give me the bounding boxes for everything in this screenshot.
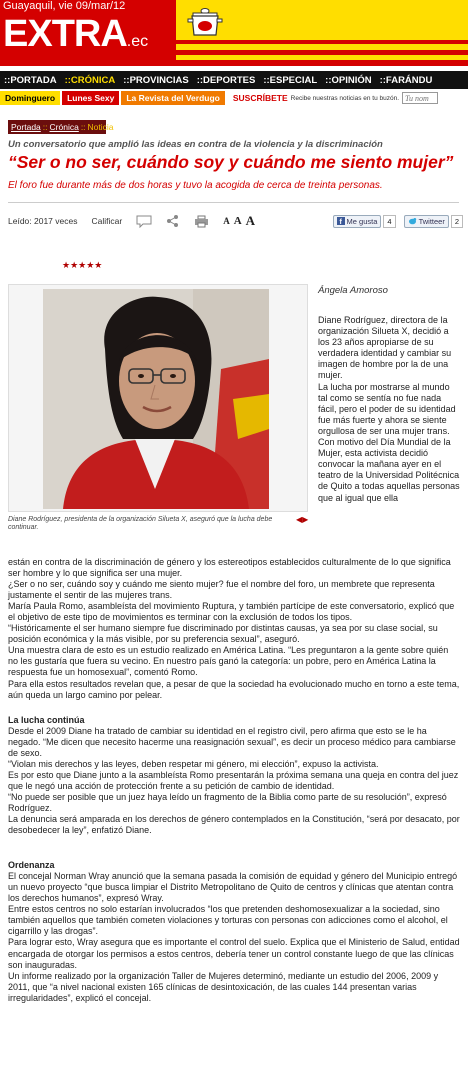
section-heading: Ordenanza (8, 860, 55, 871)
article-lead-column (318, 315, 460, 504)
body-paragraph: Para lograr esto, Wray asegura que es importante el control del suelo. Explica que el Ministerio de Salud, entidad encargada de otorgar los permisos a estos centros, debería tener un control constante luego de que las clínicas son inauguradas. (8, 937, 460, 970)
facebook-icon (337, 217, 345, 225)
facebook-like-button[interactable]: f Me gusta (333, 215, 382, 228)
pill-revista-verdugo[interactable]: La Revista del Verdugo (121, 91, 225, 105)
rate-label[interactable]: Calificar (91, 216, 123, 226)
nav-opinion[interactable]: ::OPINIÓN (325, 74, 372, 86)
nav-farandula[interactable]: ::FARÁNDU (379, 74, 433, 86)
author-name: Ángela Amoroso (318, 285, 388, 296)
article-title: “Ser o no ser, cuándo soy y cuándo me siento mujer” (8, 152, 454, 172)
subscribe-description: Recibe nuestras noticias en tu buzón. (290, 94, 400, 102)
subscribe-name-input[interactable] (402, 92, 438, 104)
body-paragraph: La denuncia será amparada en los derechos de género contemplados en la Constitución, “será por desacato, por desobedecer la ley”, enfatizó Diane. (8, 814, 460, 836)
breadcrumb (8, 120, 114, 134)
twitter-bird-icon (408, 217, 417, 225)
subscribe-label: SUSCRÍBETE (232, 93, 288, 103)
article-subtitle: El foro fue durante más de dos horas y tuvo la acogida de cerca de treinta personas. (8, 180, 383, 191)
divider (8, 202, 459, 203)
prev-arrow-icon[interactable]: ◀ (296, 515, 303, 524)
rating-stars[interactable]: ★★★★★ (62, 260, 103, 270)
breadcrumb-current: Noticia (87, 122, 114, 132)
breadcrumb-portada[interactable]: Portada (11, 122, 41, 132)
pill-dominguero[interactable]: Dominguero (0, 91, 60, 105)
body-paragraph: Es por esto que Diane junto a la asambleísta Romo presentarán la próxima semana una queja en contra del juez que le negó una acción de protección frente a su petición de cambio de identidad. (8, 769, 459, 791)
font-large-button[interactable]: A (245, 213, 256, 228)
share-icon[interactable] (166, 214, 180, 228)
section-heading: La lucha continúa (8, 714, 85, 725)
cooking-pot-icon (184, 3, 226, 39)
body-paragraph: Para ella estos resultados revelan que, a pesar de que la sociedad ha evolucionado mucho en torno a este tema, aún queda un largo camino por pelear. (8, 678, 460, 700)
breadcrumb-separator: :: (42, 122, 48, 132)
print-icon[interactable] (194, 215, 209, 228)
gallery-arrows (296, 515, 308, 524)
body-paragraph: Un informe realizado por la organización Taller de Mujeres determinó, mediante un estudio del 2006, 2009 y 2011, que “a nivel nacional existen 165 clínicas de desintoxicación, de las cuales 144 presentan varias irregularidades”, explicó el concejal. (8, 970, 439, 1003)
lead-paragraph: Con motivo del Día Mundial de la Mujer, esta activista decidió convocar la mañana ayer en el teatro de la Universidad Politécnica de Quito a todas aquellas personas que al igual que ella (318, 437, 460, 503)
font-medium-button[interactable]: A (233, 215, 242, 227)
body-paragraph: María Paula Romo, asambleísta del movimiento Ruptura, y también partícipe de este conversatorio, explicó que el objetivo de este tipo de movimientos es terminar con la exclusión de todos los tipos. (8, 601, 455, 623)
read-count: Leído: 2017 veces (8, 216, 78, 226)
lead-paragraph: La lucha por mostrarse al mundo tal como se sentía no fue nada fácil, pero el poder de su identidad fue más fuerte y ahora se siente orgullosa de ser una mujer trans. (318, 381, 456, 436)
body-paragraph: El concejal Norman Wray anunció que la semana pasada la comisión de equidad y género del Municipio entregó un nuevo proyecto “que busca limpiar el Distrito Metropolitano de Quito de centros y clínicas que atentan contra los derechos humanos”, expresó Wray. (8, 871, 458, 904)
svg-text:f: f (339, 219, 342, 225)
body-paragraph: “No puede ser posible que un juez haya leído un fragmento de la Biblia como parte de su resolución”, expresó Rodríguez. (8, 791, 447, 813)
article-kicker: Un conversatorio que amplió las ideas en contra de la violencia y la discriminación (8, 139, 383, 150)
article-toolbar (8, 212, 463, 230)
pill-lunes-sexy[interactable]: Lunes Sexy (62, 91, 119, 105)
body-paragraph: están en contra de la discriminación de género y los estereotipos establecidos culturalmente de lo que significa ser hombre y lo que significa ser una mujer. (8, 557, 451, 579)
header-date: Guayaquil, vie 09/mar/12 (3, 0, 126, 12)
body-paragraph: Entre estos centros no solo estarían involucrados “los que pretenden deshomosexualizar a la sociedad, sino también aquellos que también cometen violaciones y torturas con personas con adicciones como el alcohol, el cigarrillo y las drogas”. (8, 904, 448, 937)
tweet-count: 2 (451, 215, 463, 228)
body-paragraph: “Violan mis derechos y las leyes, deben respetar mi género, mi elección”, expuso la activista. (8, 758, 379, 769)
twitter-button[interactable]: Twitteer (404, 215, 449, 228)
breadcrumb-separator: :: (80, 122, 86, 132)
site-logo[interactable]: EXTRA.ec (3, 13, 149, 55)
sub-nav (0, 90, 468, 106)
comment-icon[interactable] (136, 215, 152, 228)
portrait-image (43, 289, 269, 509)
nav-especial[interactable]: ::ESPECIAL (263, 74, 318, 86)
site-header (0, 0, 468, 66)
body-paragraph: Desde el 2009 Diane ha tratado de cambiar su identidad en el registro civil, pero afirma que esto se le ha negado. “Me dicen que necesito hacerme una reasignación sexual”, es decir un proceso médico para cambiarse de sexo. (8, 725, 456, 758)
main-nav (0, 71, 468, 89)
nav-portada[interactable]: ::PORTADA (4, 74, 57, 86)
font-small-button[interactable]: A (223, 216, 230, 226)
like-count: 4 (383, 215, 395, 228)
body-paragraph: ¿Ser o no ser, cuándo soy y cuándo me siento mujer? fue el nombre del foro, un membrete que representa justamente el sentir de las mujeres trans. (8, 579, 435, 601)
photo-caption: Diane Rodríguez, presidenta de la organización Silueta X, aseguró que la lucha debe continuar. (8, 516, 273, 531)
lead-paragraph: Diane Rodríguez, directora de la organización Silueta X, decidió a los 23 años apropiarse de su verdadera identidad y cambiar su imagen de hombre por la de una mujer. (318, 315, 452, 381)
body-paragraph: Una muestra clara de esto es un estudio realizado en América Latina. “Les preguntaron a la gente sobre quién no les gustaría que fuera su vecino. En nuestro país ganó la categoría: un pobre, pero en América Latina la respuesta fue un homosexual”, comentó Romo. (8, 645, 449, 678)
next-arrow-icon[interactable]: ▶ (302, 515, 309, 524)
article-body (8, 557, 460, 1004)
nav-deportes[interactable]: ::DEPORTES (196, 74, 256, 86)
nav-provincias[interactable]: ::PROVINCIAS (123, 74, 189, 86)
nav-cronica[interactable]: ::CRÓNICA (64, 74, 116, 86)
article-photo (8, 284, 308, 512)
body-paragraph: “Históricamente el ser humano siempre fue discriminado por distintas causas, ya sea por su clase social, su posición económica y la más visible, por su preferencia sexual”, aseguró. (8, 623, 438, 645)
breadcrumb-cronica[interactable]: Crónica (49, 122, 79, 132)
